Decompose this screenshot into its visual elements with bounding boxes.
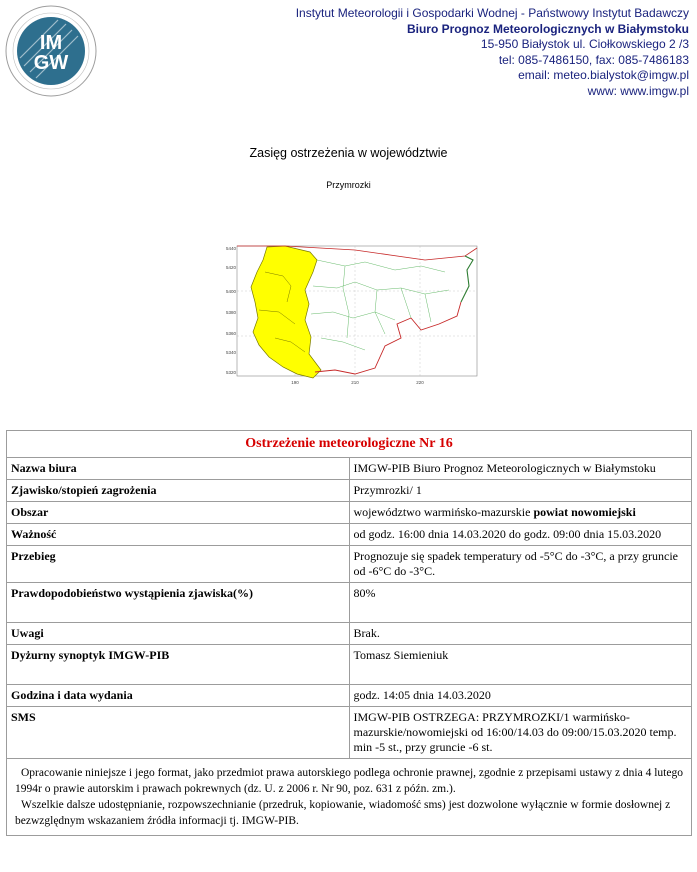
y-tick: 5360 xyxy=(225,331,236,336)
y-tick: 5340 xyxy=(225,350,236,355)
row-value: godz. 14:05 dnia 14.03.2020 xyxy=(349,685,692,707)
row-value: Brak. xyxy=(349,623,692,645)
copyright-paragraph: Opracowanie niniejsze i jego format, jako przedmiot prawa autorskiego podlega ochronie prawnej, zgodnie z przepisami ustawy z dnia 4 lutego 1994r o prawie autorskim i prawach pokrewnych (dz. U. z 2006 r. Nr 90, poz. 631 z późn. zm.). xyxy=(15,767,683,795)
row-label: Prawdopodobieństwo wystąpienia zjawiska(%) xyxy=(7,583,350,623)
institute-header xyxy=(296,6,689,99)
table-row xyxy=(7,645,692,685)
warning-caption: Ostrzeżenie meteorologiczne Nr 16 xyxy=(7,431,692,458)
row-label: Zjawisko/stopień zagrożenia xyxy=(7,480,350,502)
office-name: Biuro Prognoz Meteorologicznych w Białymstoku xyxy=(406,21,689,36)
office-address: 15-950 Białystok ul. Ciołkowskiego 2 /3 xyxy=(480,37,689,51)
imgw-logo xyxy=(4,4,98,98)
x-tick: 220 xyxy=(416,380,424,385)
y-tick: 5320 xyxy=(225,370,236,375)
table-row xyxy=(7,707,692,759)
row-value: Prognozuje się spadek temperatury od -5°C do -3°C, a przy gruncie od -6°C do -3°C. xyxy=(349,546,692,583)
table-row xyxy=(7,583,692,623)
table-row xyxy=(7,458,692,480)
row-value: Tomasz Siemieniuk xyxy=(349,645,692,685)
y-tick: 5380 xyxy=(225,310,236,315)
copyright-note xyxy=(7,759,692,836)
row-label: Nazwa biura xyxy=(7,458,350,480)
area-voivodeship: województwo warmińsko-mazurskie xyxy=(353,505,531,519)
row-value-area xyxy=(349,502,692,524)
page-subtitle: Przymrozki xyxy=(326,180,371,190)
office-email: email: meteo.bialystok@imgw.pl xyxy=(518,68,689,82)
table-row xyxy=(7,524,692,546)
x-tick: 190 xyxy=(291,380,299,385)
warning-map xyxy=(225,242,480,396)
row-value: 80% xyxy=(349,583,692,623)
warning-table xyxy=(6,430,692,836)
office-www: www: www.imgw.pl xyxy=(587,83,689,98)
row-label: Godzina i data wydania xyxy=(7,685,350,707)
y-tick: 5440 xyxy=(225,246,236,251)
row-value: Przymrozki/ 1 xyxy=(349,480,692,502)
table-row xyxy=(7,502,692,524)
page-title: Zasięg ostrzeżenia w województwie xyxy=(249,146,448,160)
row-value: od godz. 16:00 dnia 14.03.2020 do godz. 09:00 dnia 15.03.2020 xyxy=(349,524,692,546)
svg-text:GW: GW xyxy=(33,52,69,74)
logo-text: IM xyxy=(39,32,63,54)
y-tick: 5400 xyxy=(225,289,236,294)
table-row xyxy=(7,623,692,645)
row-value: IMGW-PIB Biuro Prognoz Meteorologicznych w Białymstoku xyxy=(349,458,692,480)
table-row xyxy=(7,480,692,502)
table-row xyxy=(7,546,692,583)
table-row xyxy=(7,685,692,707)
area-county: powiat nowomiejski xyxy=(533,505,636,519)
institute-name: Instytut Meteorologii i Gospodarki Wodnej - Państwowy Instytut Badawczy xyxy=(295,6,689,20)
row-label: SMS xyxy=(7,707,350,759)
x-tick: 210 xyxy=(351,380,359,385)
copyright-paragraph: Wszelkie dalsze udostępnianie, rozpowszechnianie (przedruk, kopiowanie, wiadomość sms) jest dozwolone wyłącznie w formie dosłownej z bezwzględnym wskazaniem źródła informacji tj. IMGW-PIB. xyxy=(15,799,671,827)
row-label: Obszar xyxy=(7,502,350,524)
row-label: Dyżurny synoptyk IMGW-PIB xyxy=(7,645,350,685)
row-label: Przebieg xyxy=(7,546,350,583)
row-label: Uwagi xyxy=(7,623,350,645)
y-tick: 5420 xyxy=(225,265,236,270)
row-value: IMGW-PIB OSTRZEGA: PRZYMROZKI/1 warmińsko-mazurskie/nowomiejski od 16:00/14.03 do 09:00/15.03.2020 temp. min -5 st., przy gruncie -6 st. xyxy=(349,707,692,759)
row-label: Ważność xyxy=(7,524,350,546)
office-phone: tel: 085-7486150, fax: 085-7486183 xyxy=(498,52,689,67)
